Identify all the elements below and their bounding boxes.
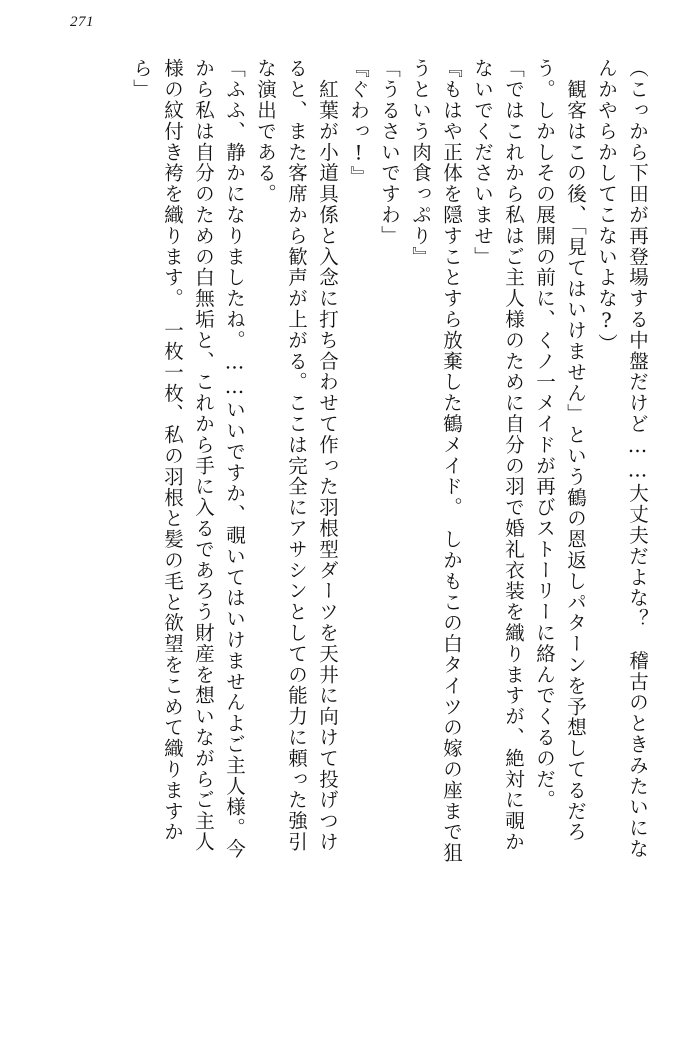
text-column: うという肉食っぷり』 xyxy=(409,58,432,267)
text-column: う。しかしその展開の前に、くノ一メイドが再びストーリーに絡んでくるのだ。 xyxy=(533,58,556,811)
text-column: 『ぐわっ!』 xyxy=(347,58,370,187)
text-column: から私は自分のための白無垢と、これから手に入るであろう財産を想いながらご主人 xyxy=(192,58,215,853)
text-column: ると、また客席から歓声が上がる。ここは完全にアサシンとしての能力に頼った強引 xyxy=(285,58,308,853)
text-column: 『もはや正体を隠すことすら放棄した鶴メイド。 しかもこの白タイツの嫁の座まで狙 xyxy=(440,58,463,864)
text-column: 「うるさいですわ」 xyxy=(378,58,401,247)
text-column: 様の紋付き袴を織ります。 一枚一枚、私の羽根と髪の毛と欲望をこめて織りますか xyxy=(161,58,184,843)
text-column: ないでくださいませ」 xyxy=(471,58,494,267)
text-column: ら」 xyxy=(130,58,153,100)
vertical-text-body xyxy=(36,58,647,1026)
text-column: な演出である。 xyxy=(254,58,277,205)
text-column: （こっから下田が再登場する中盤だけど……大丈夫だよな？ 稽古のときみたいにな xyxy=(626,58,649,860)
text-column: 「ふふ、静かになりましたね。……いいですか、覗いてはいけませんよご主人様。今 xyxy=(223,58,246,860)
text-column: んかやらかしてこないよな?） xyxy=(595,58,618,355)
text-column: 「ではこれから私はご主人様のために自分の羽で婚礼衣装を織りますが、絶対に覗か xyxy=(502,58,525,853)
text-column: 紅葉が小道具係と入念に打ち合わせて作った羽根型ダーツを天井に向けて投げつけ xyxy=(316,58,339,853)
text-column: 観客はこの後、「見てはいけません」という鶴の恩返しパターンを予想してるだろ xyxy=(564,58,587,843)
page-number: 271 xyxy=(70,14,94,30)
